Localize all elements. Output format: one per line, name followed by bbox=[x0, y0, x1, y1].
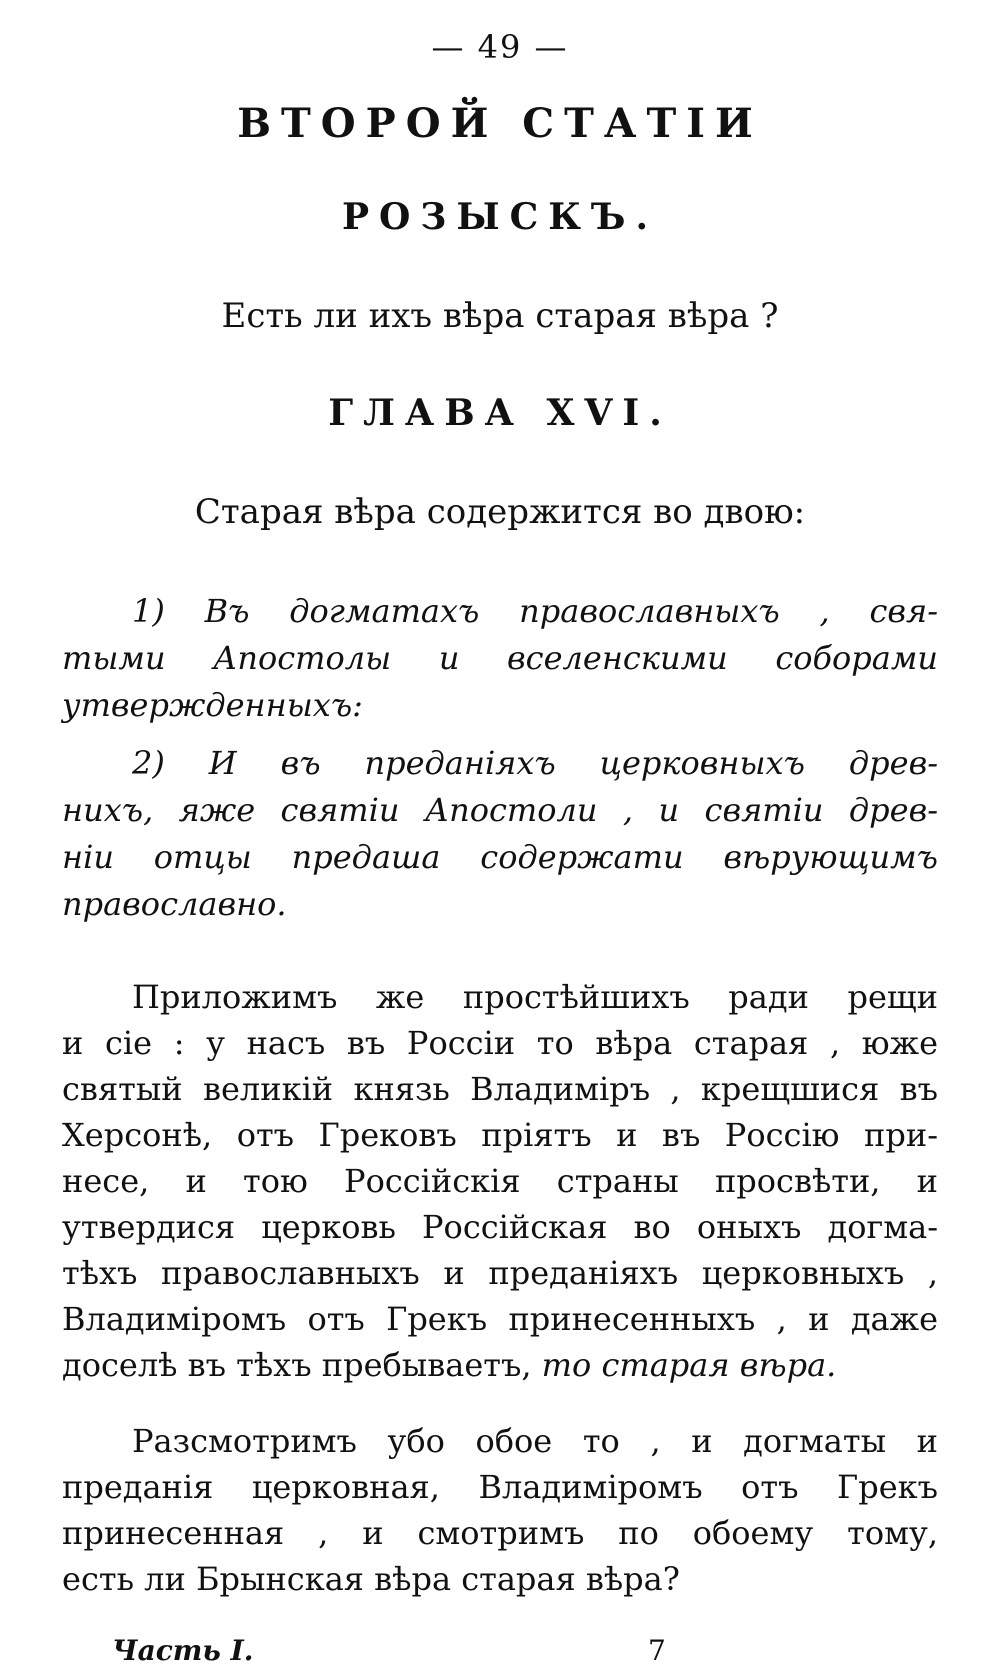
paragraph-1-line: святый великій князь Владиміръ , крещшися въ bbox=[62, 1070, 938, 1108]
section-title: ВТОРОЙ СТАТІИ bbox=[237, 100, 763, 147]
lead-sentence: Старая вѣра содержится во двою: bbox=[194, 492, 806, 532]
paragraph-2 bbox=[62, 1418, 938, 1602]
point-1-line: утвержденныхъ: bbox=[62, 686, 363, 724]
sub-title: РОЗЫСКЪ. bbox=[341, 196, 659, 238]
paragraph-1-line: Херсонѣ, отъ Грековъ пріятъ и въ Россію при- bbox=[62, 1116, 938, 1154]
paragraph-2-line: преданія церковная, Владиміромъ отъ Грекъ bbox=[62, 1468, 938, 1506]
paragraph-1 bbox=[62, 974, 938, 1388]
paragraph-1-line: Приложимъ же простѣйшихъ ради рещи bbox=[132, 978, 938, 1016]
paragraph-2-line: Разсмотримъ убо обое то , и догматы и bbox=[132, 1422, 938, 1460]
point-1-line: тыми Апостолы и вселенскими соборами bbox=[62, 639, 938, 677]
paragraph-1-line: несе, и тою Россійскія страны просвѣти, и bbox=[62, 1162, 938, 1200]
paragraph-1-last-plain: доселѣ въ тѣхъ пребываетъ, bbox=[62, 1346, 532, 1384]
footer-signature: 7 bbox=[648, 1634, 666, 1667]
point-2-line: нихъ, яже святіи Апостоли , и святіи древ- bbox=[62, 791, 938, 829]
paragraph-1-line: и сіе : у насъ въ Россіи то вѣра старая , юже bbox=[62, 1024, 938, 1062]
chapter-title: ГЛАВА XVI. bbox=[328, 392, 672, 434]
paragraph-1-last-italic: то старая вѣра. bbox=[541, 1346, 837, 1384]
paragraph-1-line: тѣхъ православныхъ и преданіяхъ церковныхъ , bbox=[62, 1254, 938, 1292]
point-2 bbox=[62, 740, 938, 928]
point-1-line: 1) Въ догматахъ православныхъ , свя- bbox=[132, 592, 938, 630]
page-number: — 49 — bbox=[431, 28, 569, 66]
point-1 bbox=[62, 588, 938, 729]
point-2-line: ніи отцы предаша содержати вѣрующимъ bbox=[62, 838, 938, 876]
paragraph-1-line: утвердися церковь Россійская во оныхъ догма- bbox=[62, 1208, 938, 1246]
footer-part: Часть I. bbox=[112, 1634, 254, 1667]
paragraph-1-last-line bbox=[62, 1342, 938, 1388]
paragraph-2-line: есть ли Брынская вѣра старая вѣра? bbox=[62, 1560, 680, 1598]
paragraph-2-line: принесенная , и смотримъ по обоему тому, bbox=[62, 1514, 938, 1552]
point-2-line: 2) И въ преданіяхъ церковныхъ древ- bbox=[132, 744, 938, 782]
point-2-line: православно. bbox=[62, 885, 287, 923]
question-heading: Есть ли ихъ вѣра старая вѣра ? bbox=[221, 296, 779, 336]
paragraph-1-line: Владиміромъ отъ Грекъ принесенныхъ , и даже bbox=[62, 1300, 938, 1338]
